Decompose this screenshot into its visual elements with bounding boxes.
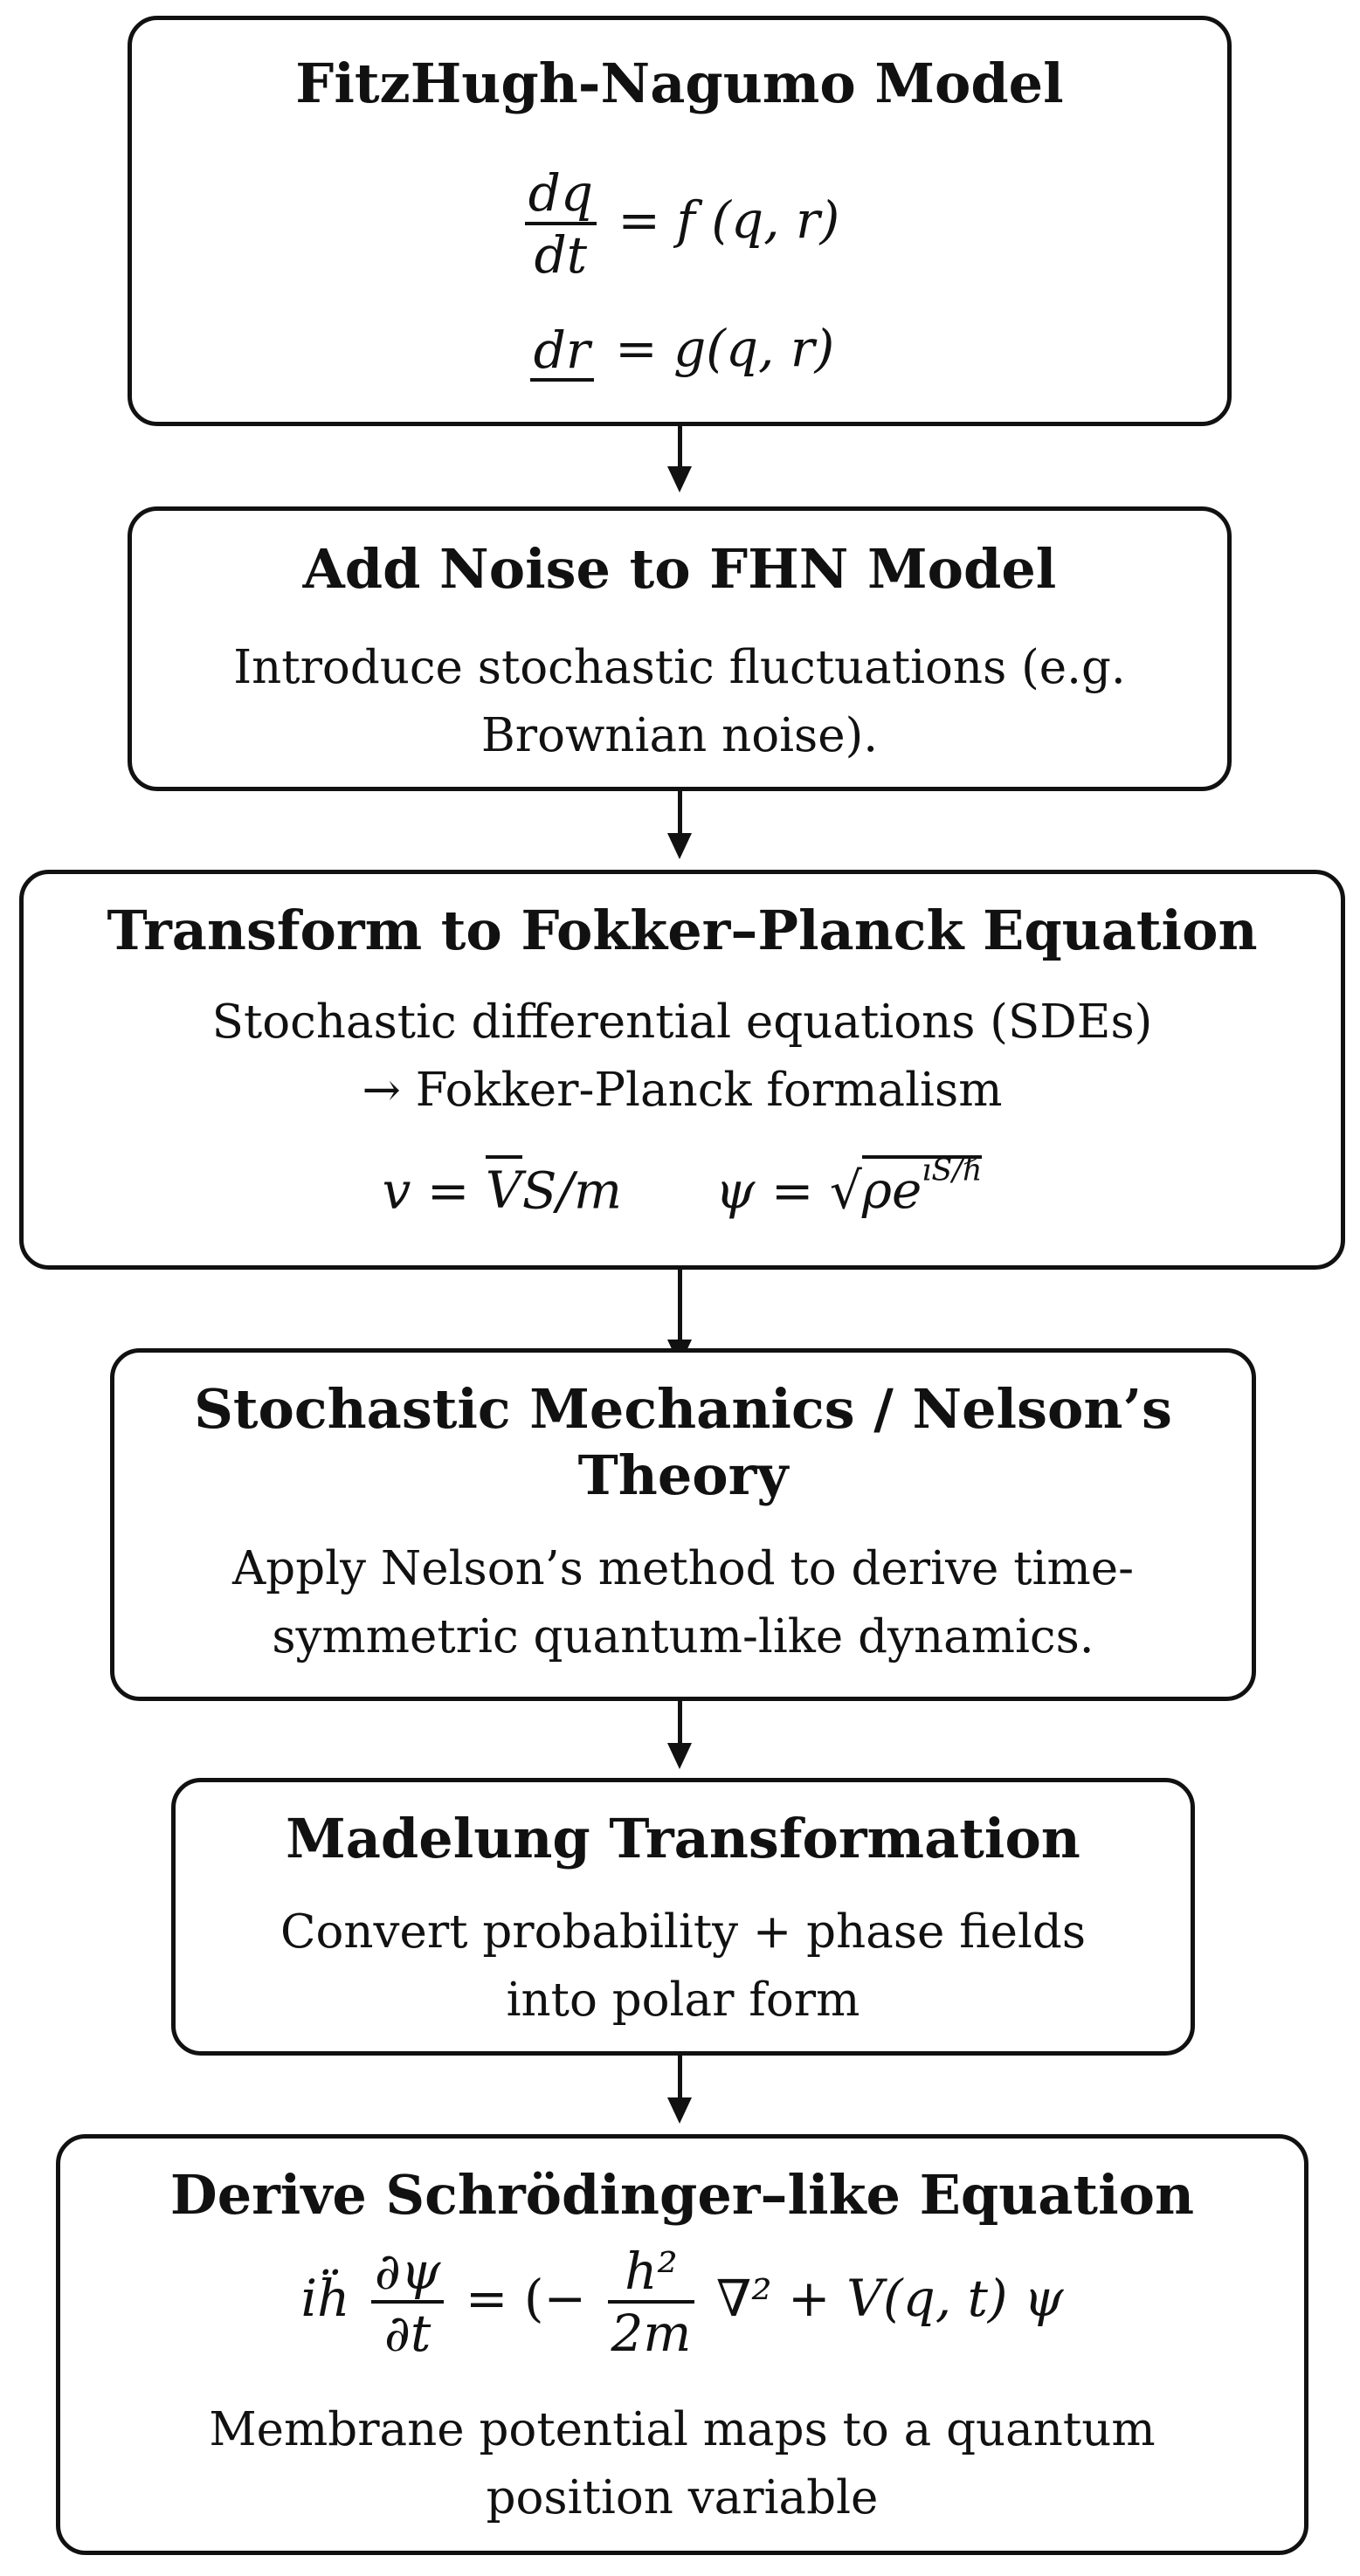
fraction-denominator: dt (534, 224, 588, 285)
equation-rhs: = f (q, r) (618, 189, 840, 250)
schrodinger-equation: iḧ $\frac{\partial\psi}{\partial t}$ = (− $\frac{\text{h²}}{2m}$ ∇² + V(q, t) ψ (300, 2242, 1064, 2363)
box-title: Add Noise to FHN Model (302, 537, 1057, 601)
box-description-line-2: symmetric quantum-like dynamics. (272, 1610, 1094, 1663)
fraction-numerator: h² (608, 2245, 695, 2304)
arrow-down-icon (667, 2097, 692, 2124)
equation-rhs: = g(q, r) (615, 319, 835, 378)
connector-arrow-line (678, 1701, 682, 1745)
connector-arrow-line (678, 426, 682, 468)
box-description-line-2: → Fokker-Planck formalism (362, 1064, 1003, 1117)
velocity-equation: v = VS/m (383, 1155, 639, 1220)
fraction-h2-2m (608, 2242, 695, 2363)
fraction-numerator: dq (525, 167, 597, 225)
equation-dq-dt (132, 163, 1227, 285)
exponent: ıS/ℏ (922, 1154, 983, 1188)
sqrt-icon: √ (829, 1161, 862, 1221)
equation-velocity-and-psi (24, 1154, 1341, 1220)
equation-dr (132, 319, 1227, 382)
fraction-numerator: dr (530, 324, 594, 382)
box-description-line-1: Membrane potential maps to a quantum (209, 2403, 1156, 2456)
box-title-line-2: Theory (577, 1443, 789, 1507)
box-title-line-1: Stochastic Mechanics / Nelson’s (194, 1377, 1172, 1441)
gradient-symbol: V (486, 1155, 522, 1220)
box-fokker-planck (19, 870, 1345, 1270)
fraction-dpsi-dt (371, 2242, 444, 2363)
fraction-denominator: 2m (611, 2303, 692, 2363)
connector-arrow-line (678, 791, 682, 835)
box-description-line-1: Introduce stochastic fluctuations (e.g. (233, 641, 1126, 694)
arrow-down-icon (667, 1743, 692, 1769)
box-title: Transform to Fokker–Planck Equation (107, 899, 1258, 962)
connector-arrow-line (678, 1270, 682, 1341)
box-description-line-1: Apply Nelson’s method to derive time- (232, 1542, 1134, 1595)
box-description-line-2: Brownian noise). (480, 709, 879, 762)
box-title: Madelung Transformation (286, 1807, 1080, 1870)
connector-arrow-line (678, 2056, 682, 2099)
box-fitzhugh-nagumo-model (128, 16, 1232, 426)
box-description-line-2: into polar form (506, 1973, 860, 2027)
box-schrodinger-equation (56, 2134, 1308, 2555)
sqrt-radicand: $\rho e^{ıS/\hbar}$ (861, 1154, 983, 1221)
box-title: FitzHugh-Nagumo Model (295, 52, 1064, 115)
box-description-line-1: Convert probability + phase fields (280, 1905, 1087, 1959)
fraction-numerator: ∂ψ (371, 2245, 444, 2304)
fraction-denominator: ∂t (383, 2303, 431, 2363)
box-madelung-transformation (171, 1778, 1195, 2056)
arrow-down-icon (667, 466, 692, 492)
psi-equation: $\psi = √\rho e^{ıS/\hbar}$ (715, 1154, 983, 1221)
fraction-dr (530, 320, 594, 382)
box-description-line-2: position variable (486, 2471, 879, 2524)
box-description-line-1: Stochastic differential equations (SDEs) (211, 995, 1153, 1049)
box-title: Derive Schrödinger–like Equation (169, 2163, 1195, 2227)
box-stochastic-mechanics (110, 1348, 1256, 1701)
arrow-down-icon (667, 833, 692, 859)
fraction-dq-dt (525, 163, 597, 285)
box-add-noise (128, 506, 1232, 791)
